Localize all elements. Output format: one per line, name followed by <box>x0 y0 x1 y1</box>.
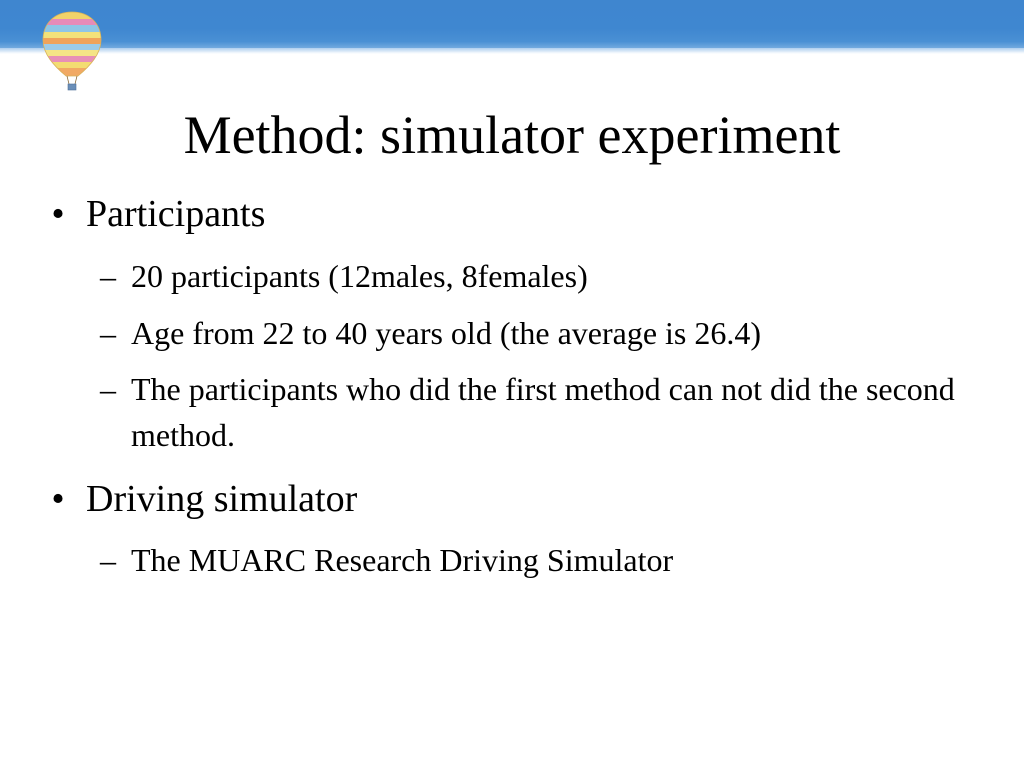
dash-icon: – <box>100 542 116 578</box>
header-sky-band <box>0 0 1024 52</box>
header-fade <box>0 48 1024 54</box>
slide-title: Method: simulator experiment <box>183 105 841 165</box>
hot-air-balloon-icon <box>40 10 104 94</box>
sub-bullet-text: Age from 22 to 40 years old (the average is 26.4) <box>131 315 762 351</box>
sub-bullet-text: 20 participants (12males, 8females) <box>131 258 588 294</box>
bullet-icon: • <box>51 478 65 520</box>
dash-icon: – <box>100 371 116 407</box>
bullet-icon: • <box>51 193 65 235</box>
sub-bullet-text: The MUARC Research Driving Simulator <box>131 542 674 578</box>
bullet-heading: Driving simulator <box>86 478 358 520</box>
sub-bullet-text: The participants who did the first method can not did the second method. <box>131 371 955 453</box>
bullet-heading: Participants <box>86 193 266 235</box>
dash-icon: – <box>100 315 116 351</box>
dash-icon: – <box>100 258 116 294</box>
